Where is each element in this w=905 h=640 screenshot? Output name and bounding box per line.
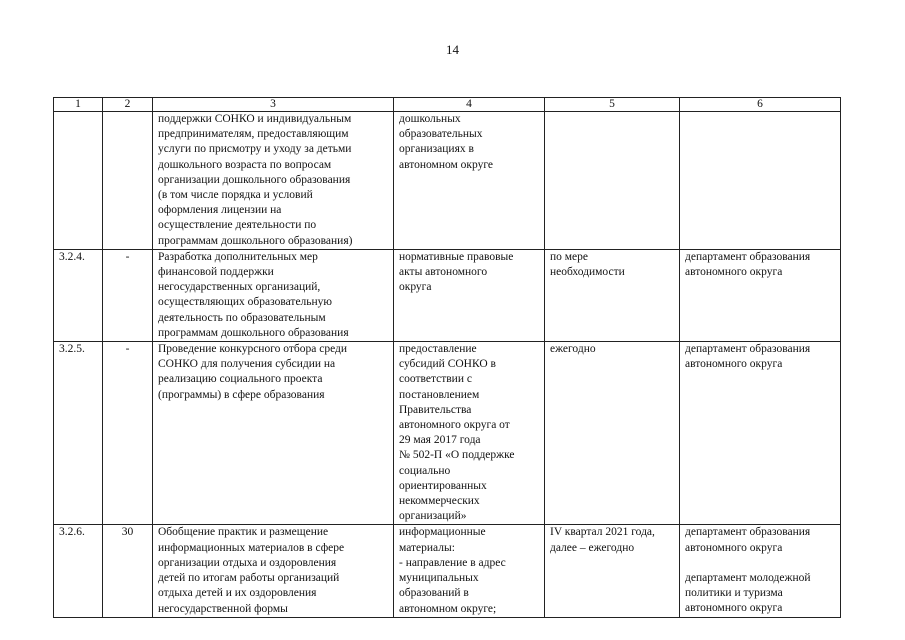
table-row <box>54 342 841 525</box>
column-header-1: 1 <box>54 98 103 112</box>
deadline-cell <box>545 249 680 341</box>
column-header-5: 5 <box>545 98 680 112</box>
measure-cell <box>153 342 394 525</box>
table-row <box>54 525 841 617</box>
deadline-cell <box>545 342 680 525</box>
table-row <box>54 249 841 341</box>
result-text: нормативные правовые акты автономного округа <box>399 250 514 294</box>
row-number: 3.2.5. <box>54 342 103 525</box>
responsible-cell <box>680 112 841 250</box>
responsible-cell <box>680 342 841 525</box>
result-text: предоставление субсидий СОНКО в соответствии с постановлением Правительства автономного округа от 29 мая 2017 года № 502-П «О поддержке социально ориентированных некоммерческих организаций» <box>399 343 515 523</box>
result-cell <box>394 249 545 341</box>
row-reference: - <box>103 249 153 341</box>
row-number <box>54 112 103 250</box>
row-number: 3.2.6. <box>54 525 103 617</box>
result-text: дошкольных образовательных организациях в автономном округе <box>399 113 494 171</box>
measure-text: поддержки СОНКО и индивидуальным предпринимателям, предоставляющим услуги по присмотру и уходу за детьми дошкольного возраста по вопросам организации дошкольного образования (в том числе порядка и условий оформления лицензии на осуществление деятельности по программам дошкольного образования) <box>158 113 353 247</box>
measure-cell <box>153 525 394 617</box>
responsible-text: департамент образования автономного округа <box>685 526 811 554</box>
column-header-3: 3 <box>153 98 394 112</box>
measure-text: Обобщение практик и размещение информационных материалов в сфере организации отдыха и оздоровления детей по итогам работы организаций отдыха детей и их оздоровления негосударственной формы <box>158 526 345 615</box>
responsible-text: департамент образования автономного округа <box>685 343 811 371</box>
column-header-6: 6 <box>680 98 841 112</box>
responsible-text: департамент образования автономного округа <box>685 250 811 279</box>
responsible-cell <box>680 249 841 341</box>
page-number: 14 <box>446 42 459 57</box>
row-number: 3.2.4. <box>54 249 103 341</box>
measure-cell <box>153 249 394 341</box>
deadline-cell <box>545 112 680 250</box>
table-row <box>54 112 841 250</box>
measure-cell <box>153 112 394 250</box>
measure-text: Проведение конкурсного отбора среди СОНКО для получения субсидии на реализацию социального проекта (программы) в сфере образования <box>158 343 348 401</box>
column-header-4: 4 <box>394 98 545 112</box>
row-reference <box>103 112 153 250</box>
column-header-2: 2 <box>103 98 153 112</box>
row-reference: - <box>103 342 153 525</box>
measure-text: Разработка дополнительных мер финансовой поддержки негосударственных организаций, осуществляющих образовательную деятельность по образовательным программам дошкольного образования <box>158 250 349 339</box>
deadline-text: ежегодно <box>550 343 596 356</box>
deadline-text: IV квартал 2021 года, далее – ежегодно <box>550 526 655 554</box>
result-cell <box>394 112 545 250</box>
measures-table <box>53 97 841 618</box>
result-cell <box>394 342 545 525</box>
deadline-text: по мере необходимости <box>550 250 625 279</box>
row-reference: 30 <box>103 525 153 617</box>
deadline-cell <box>545 525 680 617</box>
responsible-cell <box>680 525 841 617</box>
responsible-extra-text: департамент молодежной политики и туризма автономного округа <box>685 571 811 615</box>
result-text: информационные материалы: - направление в адрес муниципальных образований в автономном округе; <box>399 526 506 615</box>
result-cell <box>394 525 545 617</box>
table-header-row <box>54 98 841 112</box>
